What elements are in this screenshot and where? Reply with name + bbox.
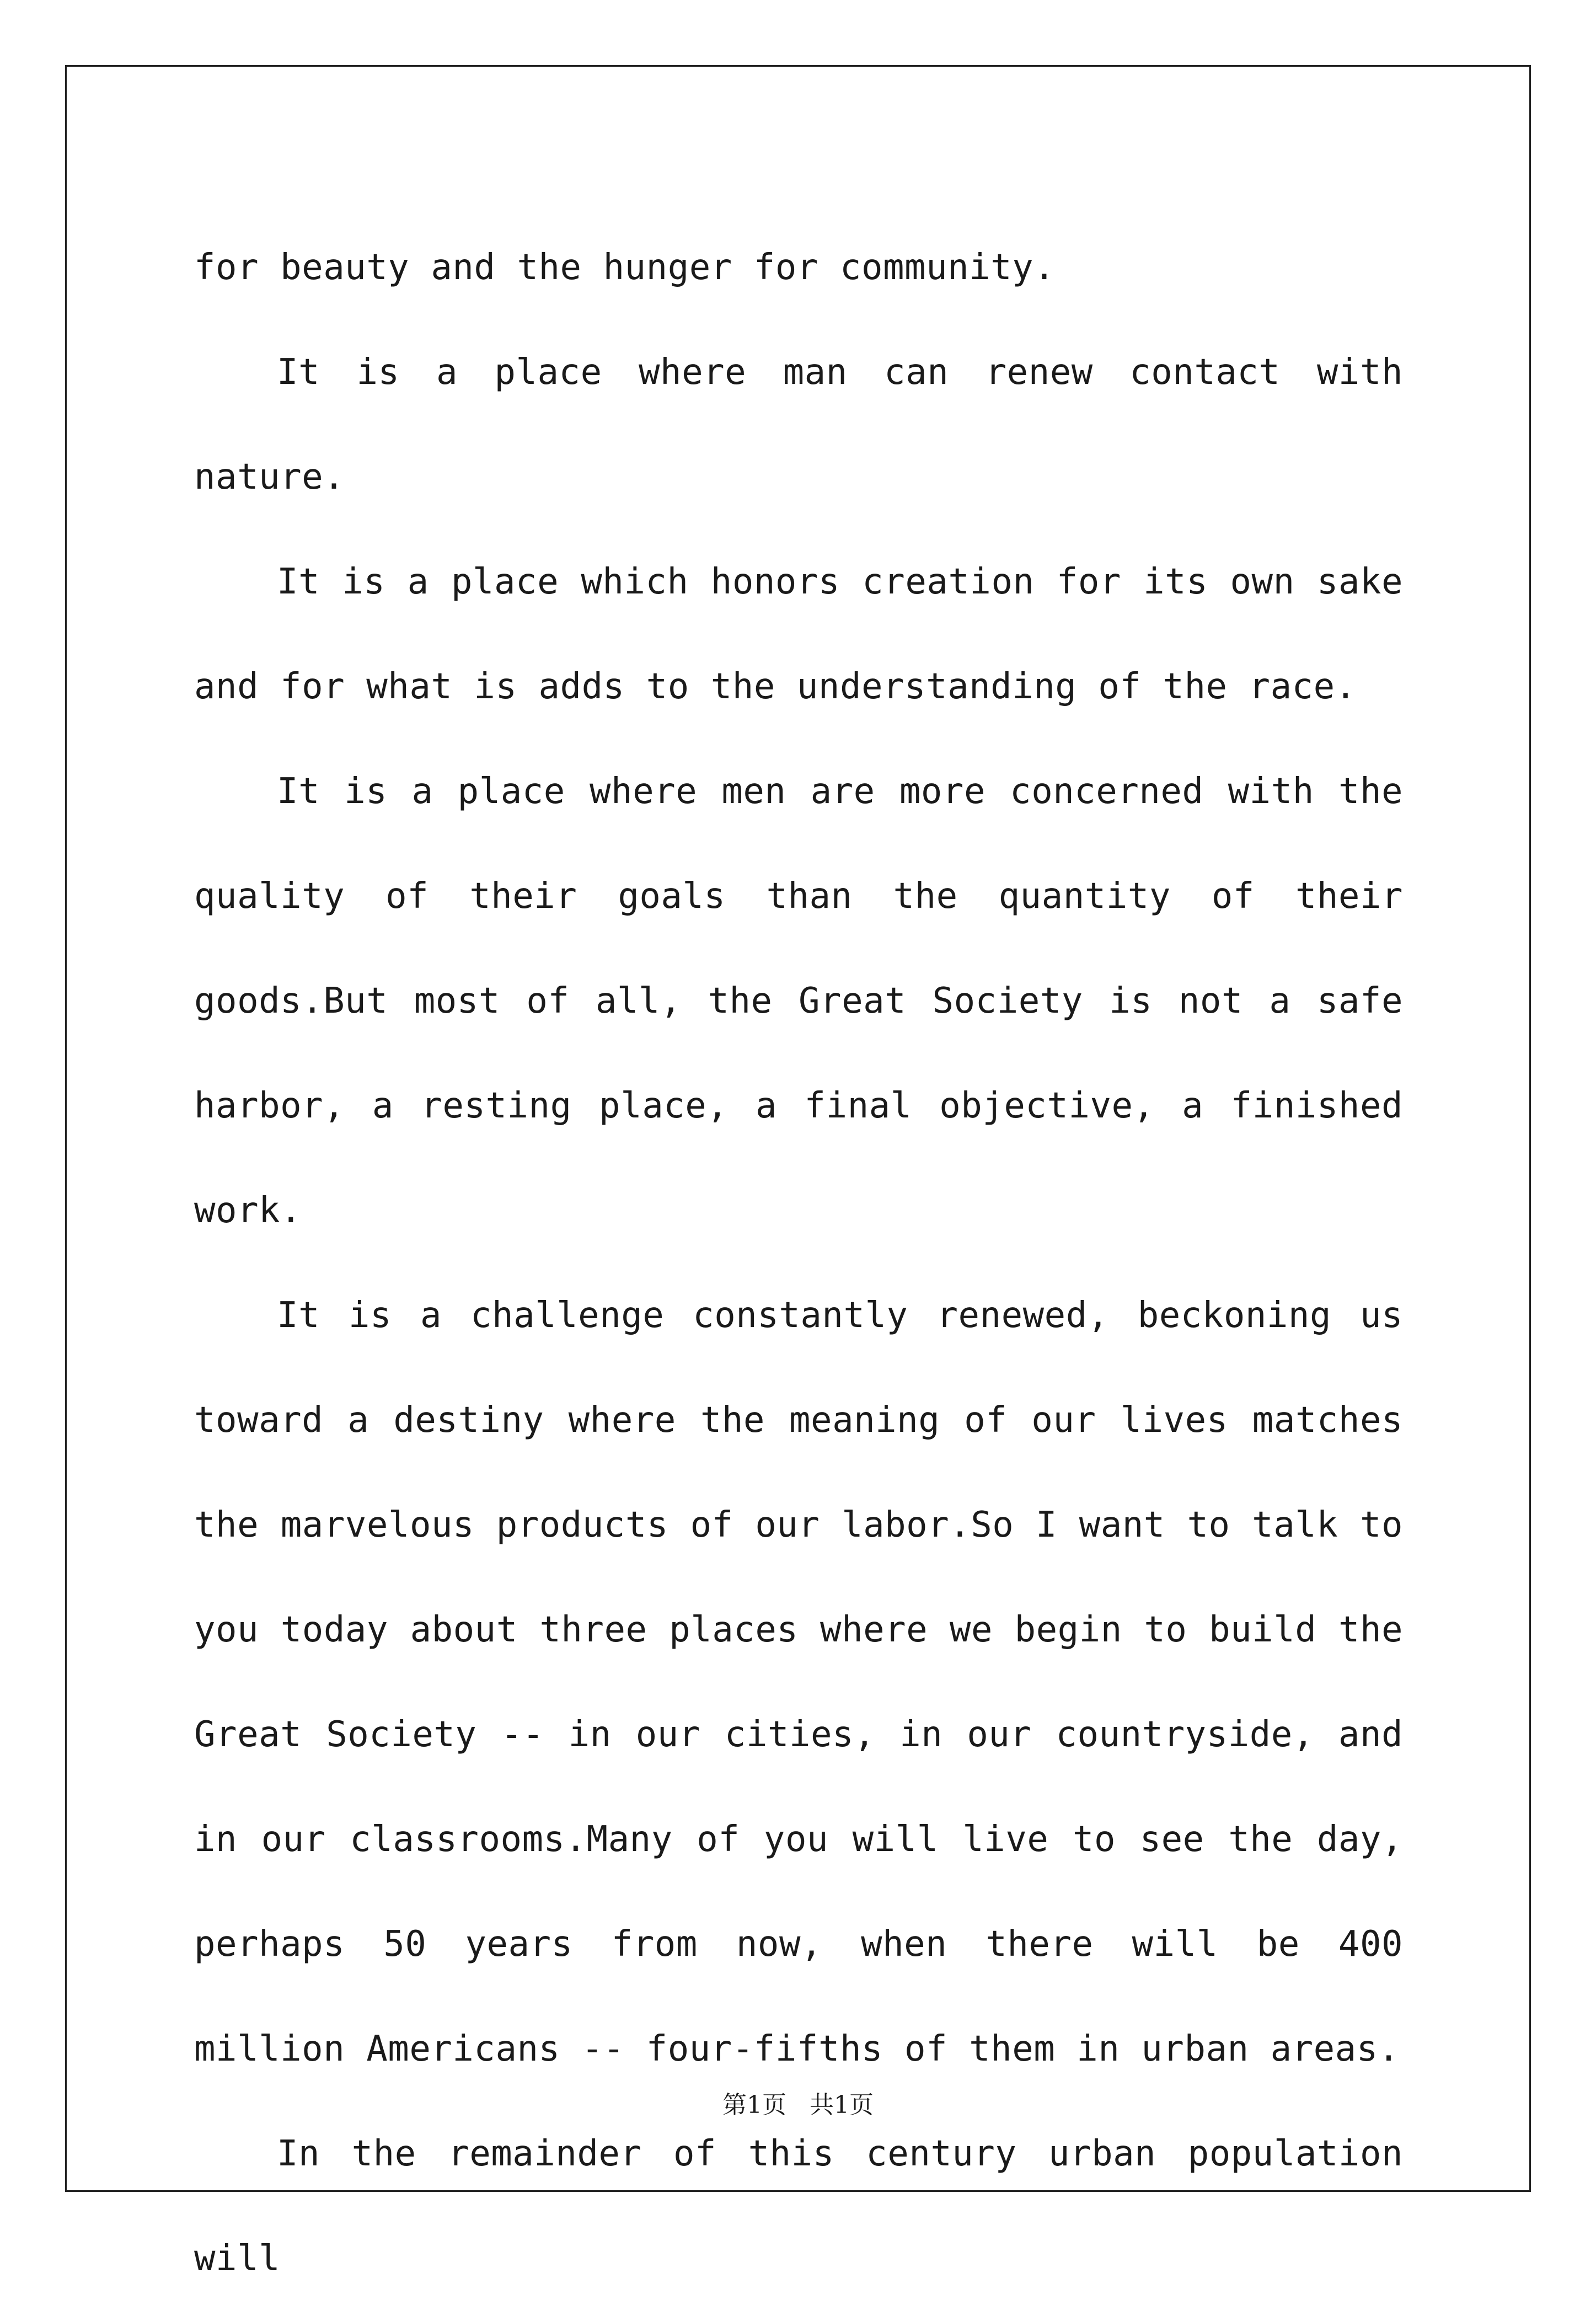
paragraph-4: It is a place where men are more concerned with the quality of their goals than the quantity of their goods.But most of all, the Great Society is not a safe harbor, a resting place, a final objective, a finished work.	[194, 771, 1403, 1231]
paragraph-6: In the remainder of this century urban population will	[194, 2133, 1403, 2279]
page-footer	[0, 2085, 1596, 2120]
paragraph-2: It is a place where man can renew contact with nature.	[194, 352, 1403, 497]
page-number-label: 第1页	[722, 2091, 787, 2119]
paragraph-1: for beauty and the hunger for community.	[194, 247, 1056, 288]
paragraph-5: It is a challenge constantly renewed, beckoning us toward a destiny where the meaning of our lives matches the marvelous products of our labor.So I want to talk to you today about three places where we begin to build the Great Society -- in our cities, in our countryside, and in our classrooms.Many of you will live to see the day, perhaps 50 years from now, when there will be 400 million Americans -- four-fifths of them in urban areas.	[194, 1295, 1403, 2069]
paragraph-3: It is a place which honors creation for its own sake and for what is adds to the understanding of the race.	[194, 561, 1403, 707]
page-total-label: 共1页	[809, 2091, 874, 2119]
document-body	[194, 215, 1403, 2311]
